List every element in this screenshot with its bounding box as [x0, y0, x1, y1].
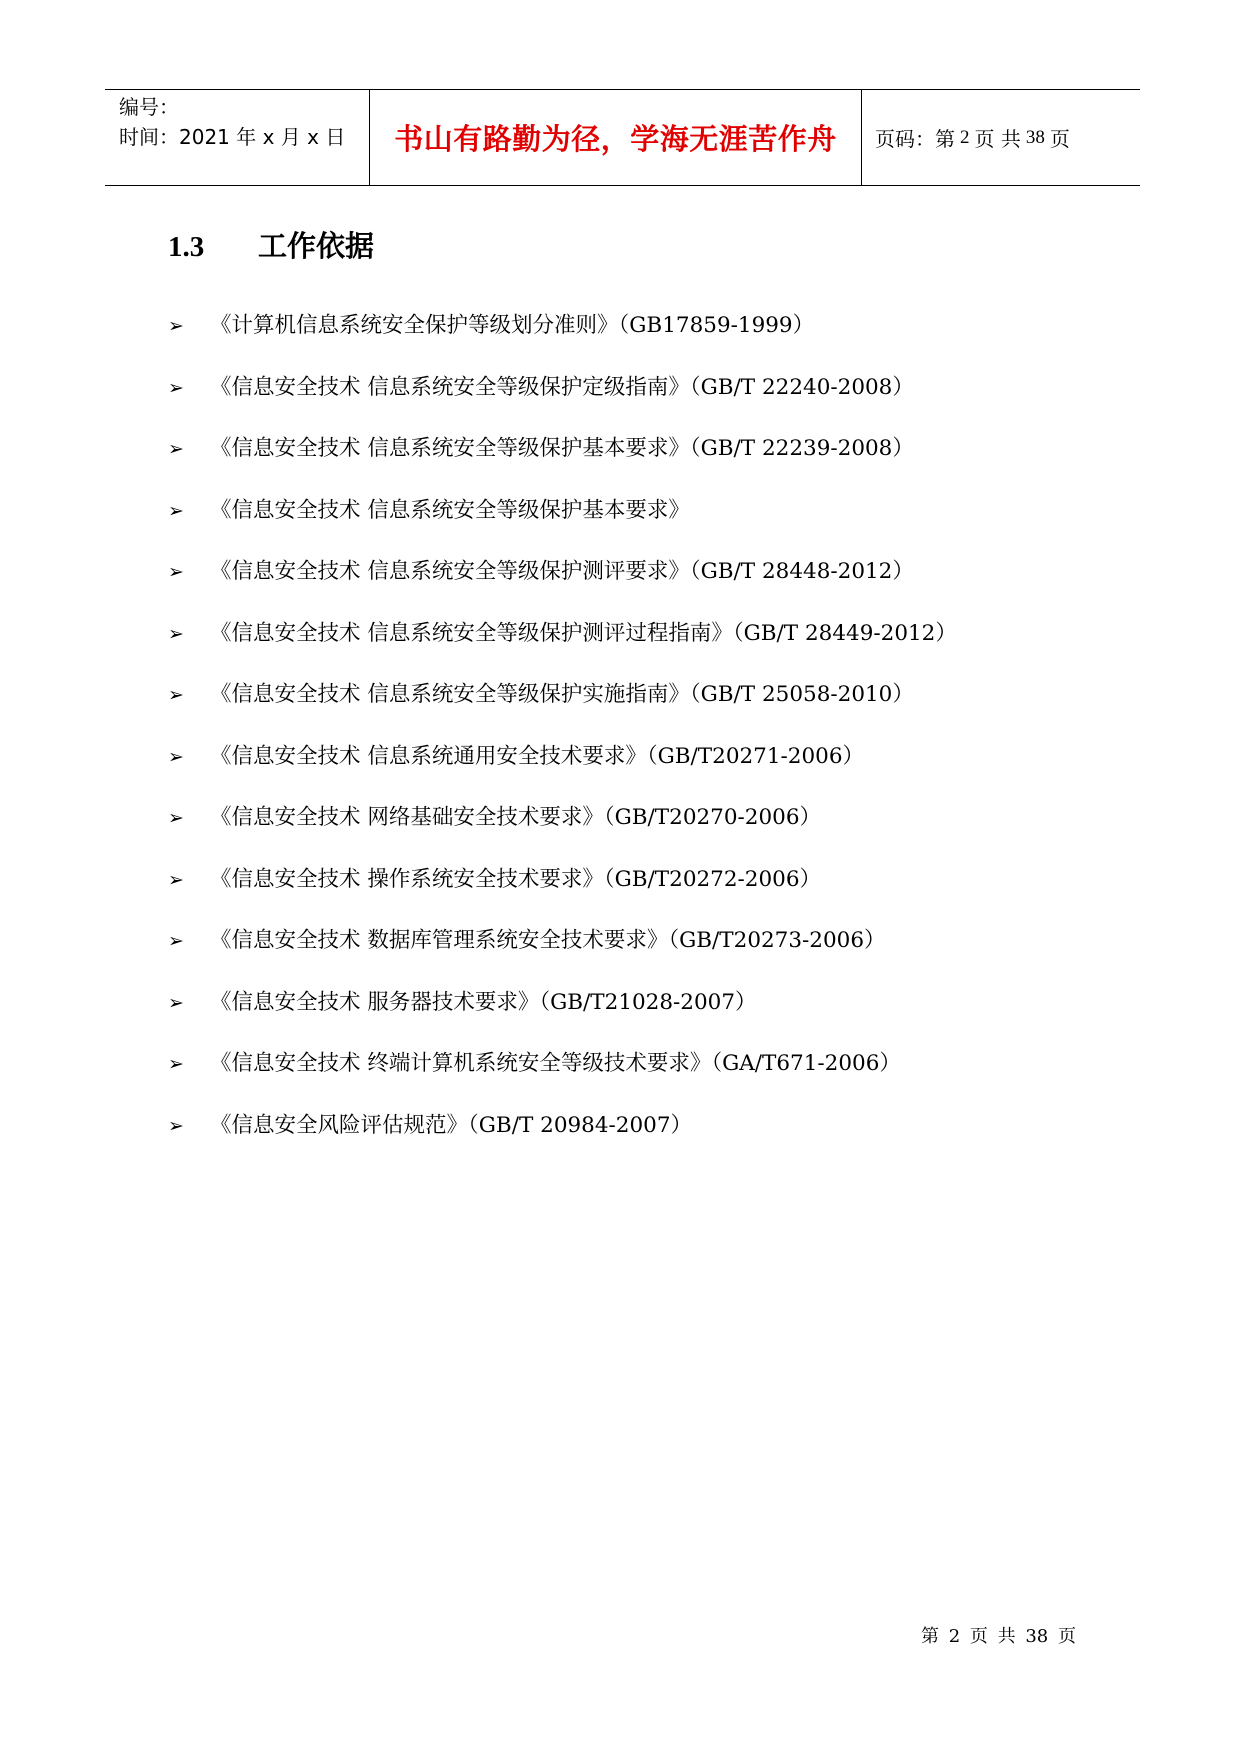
list-item [168, 496, 957, 558]
list-item [168, 865, 957, 927]
list-item-text: 《信息安全技术 信息系统安全等级保护实施指南》（GB/T 25058-2010） [210, 682, 914, 707]
list-item [168, 1049, 957, 1111]
arrow-bullet-icon: ➢ [168, 1114, 184, 1137]
arrow-bullet-icon: ➢ [168, 868, 184, 891]
arrow-bullet-icon: ➢ [168, 745, 184, 768]
list-item-text: 《信息安全技术 信息系统安全等级保护测评要求》（GB/T 28448-2012） [210, 559, 914, 584]
list-item [168, 1111, 957, 1173]
page-label-mid: 页 共 [974, 127, 1021, 151]
arrow-bullet-icon: ➢ [168, 376, 184, 399]
document-number-label: 编号： [119, 95, 179, 119]
reference-list [168, 311, 957, 1172]
arrow-bullet-icon: ➢ [168, 561, 184, 583]
section-title: 工作依据 [258, 229, 375, 263]
list-item [168, 557, 957, 619]
list-item [168, 311, 957, 373]
page-footer: 第 2 页 共 38 页 [921, 1626, 1076, 1647]
page-label-suffix: 页 [1049, 127, 1070, 151]
page-current-number: 2 [960, 126, 970, 148]
arrow-bullet-icon: ➢ [168, 1053, 184, 1075]
page-label-prefix: 页码：第 [875, 127, 955, 151]
list-item [168, 680, 957, 742]
list-item [168, 434, 957, 496]
header-page-cell [862, 90, 1140, 185]
arrow-bullet-icon: ➢ [168, 930, 184, 952]
list-item-text: 《信息安全技术 信息系统安全等级保护基本要求》 [210, 497, 690, 523]
document-time-label: 时间：2021 年 x 月 x 日 [119, 125, 346, 149]
list-item [168, 619, 957, 681]
arrow-bullet-icon: ➢ [168, 807, 184, 829]
list-item [168, 988, 957, 1050]
arrow-bullet-icon: ➢ [168, 438, 184, 460]
arrow-bullet-icon: ➢ [168, 315, 184, 337]
list-item-text: 《信息安全技术 数据库管理系统安全技术要求》（GB/T20273-2006） [210, 928, 886, 953]
header-motto: 书山有路勤为径，学海无涯苦作舟 [394, 122, 837, 156]
list-item-text: 《信息安全技术 服务器技术要求》（GB/T21028-2007） [210, 989, 757, 1015]
list-item-text: 《信息安全技术 信息系统安全等级保护定级指南》（GB/T 22240-2008） [210, 374, 914, 400]
page-total-number: 38 [1025, 126, 1045, 148]
header-motto-cell [369, 90, 862, 185]
list-item-text: 《信息安全技术 操作系统安全技术要求》（GB/T20272-2006） [210, 866, 822, 892]
list-item [168, 373, 957, 435]
list-item-text: 《信息安全技术 信息系统安全等级保护基本要求》（GB/T 22239-2008） [210, 436, 914, 461]
list-item-text: 《信息安全技术 网络基础安全技术要求》（GB/T20270-2006） [210, 805, 822, 830]
list-item [168, 926, 957, 988]
section-heading [168, 224, 374, 265]
arrow-bullet-icon: ➢ [168, 499, 184, 522]
arrow-bullet-icon: ➢ [168, 622, 184, 645]
section-number: 1.3 [168, 231, 205, 263]
list-item [168, 742, 957, 804]
page-header [105, 89, 1140, 186]
arrow-bullet-icon: ➢ [168, 684, 184, 706]
list-item [168, 803, 957, 865]
list-item-text: 《信息安全技术 终端计算机系统安全等级技术要求》（GA/T671-2006） [210, 1051, 901, 1076]
list-item-text: 《信息安全技术 信息系统通用安全技术要求》（GB/T20271-2006） [210, 743, 865, 769]
arrow-bullet-icon: ➢ [168, 991, 184, 1014]
list-item-text: 《信息安全技术 信息系统安全等级保护测评过程指南》（GB/T 28449-2012） [210, 620, 957, 646]
header-info-cell [105, 90, 369, 185]
list-item-text: 《信息安全风险评估规范》（GB/T 20984-2007） [210, 1112, 693, 1138]
list-item-text: 《计算机信息系统安全保护等级划分准则》（GB17859-1999） [210, 313, 815, 338]
